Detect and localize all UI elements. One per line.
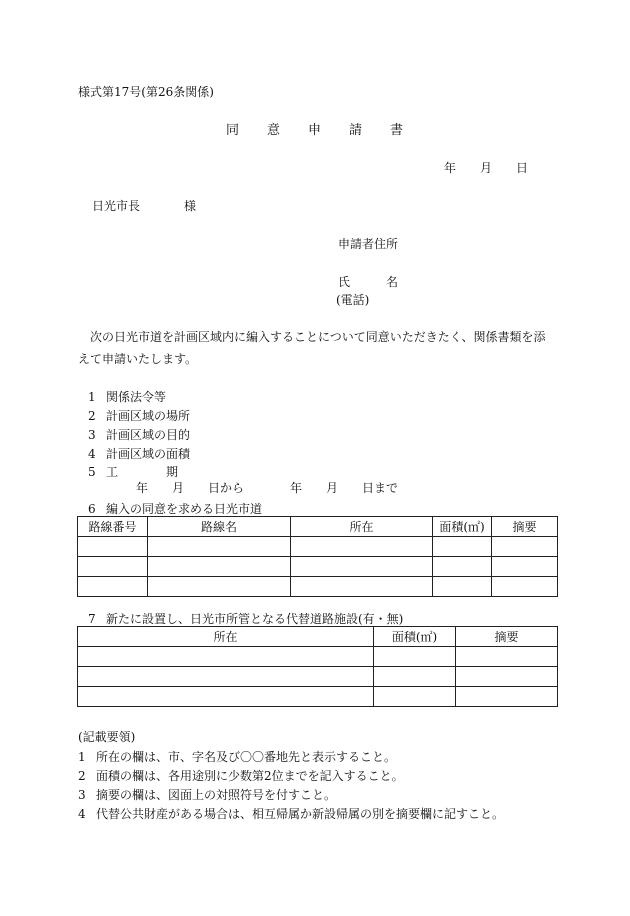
- table-row: [78, 647, 558, 667]
- applicant-phone-label: (電話): [336, 293, 370, 307]
- form-label: 様式第17号(第26条関係): [78, 85, 214, 99]
- table-row: [78, 577, 558, 597]
- table-row: [78, 667, 558, 687]
- list-item: 2 計画区域の場所: [88, 409, 191, 423]
- body-paragraph: 次の日光市道を計画区域内に編入することについて同意いただきたく、関係書類を添えて申請いたします。: [78, 330, 546, 366]
- col-route-name: 路線名: [148, 517, 291, 537]
- date-year: 年: [444, 161, 457, 175]
- col-remarks: 摘要: [456, 627, 558, 647]
- table-header-row: [78, 517, 558, 537]
- col-route-number: 路線番号: [78, 517, 148, 537]
- document-title: 同意申請書: [226, 123, 432, 138]
- col-area: 面積(㎡): [433, 517, 492, 537]
- col-location: 所在: [78, 627, 374, 647]
- section6-heading: 6 編入の同意を求める日光市道: [88, 502, 263, 516]
- section7-heading: 7 新たに設置し、日光市所管となる代替道路施設(有・無): [88, 612, 404, 626]
- addressee-honorific: 様: [184, 199, 197, 213]
- applicant-address-label: 申請者住所: [338, 237, 399, 251]
- list-item: 1 関係法令等: [88, 390, 167, 404]
- applicant-name-label-1: 氏: [338, 275, 351, 289]
- addressee-name: 日光市長: [92, 199, 141, 213]
- note-line: 4 代替公共財産がある場合は、相互帰属か新設帰属の別を摘要欄に記すこと。: [78, 807, 505, 821]
- col-remarks: 摘要: [492, 517, 558, 537]
- col-area: 面積(㎡): [374, 627, 456, 647]
- applicant-name-label-2: 名: [386, 275, 399, 289]
- notes-heading: (記載要領): [78, 730, 136, 744]
- date-day: 日: [516, 161, 529, 175]
- section6-table: [77, 516, 558, 597]
- section7-table: [77, 626, 558, 707]
- note-line: 1 所在の欄は、市、字名及び〇〇番地先と表示すること。: [78, 750, 397, 764]
- date-month: 月: [480, 161, 493, 175]
- table-row: [78, 687, 558, 707]
- list-item: 3 計画区域の目的: [88, 428, 191, 442]
- table-header-row: [78, 627, 558, 647]
- note-line: 2 面積の欄は、各用途別に少数第2位までを記入すること。: [78, 769, 404, 783]
- list-item: 4 計画区域の面積: [88, 447, 191, 461]
- table-row: [78, 537, 558, 557]
- table-row: [78, 557, 558, 577]
- list-item: 5 工 期: [88, 465, 179, 479]
- col-location: 所在: [291, 517, 433, 537]
- note-line: 3 摘要の欄は、図面上の対照符号を付すこと。: [78, 788, 337, 802]
